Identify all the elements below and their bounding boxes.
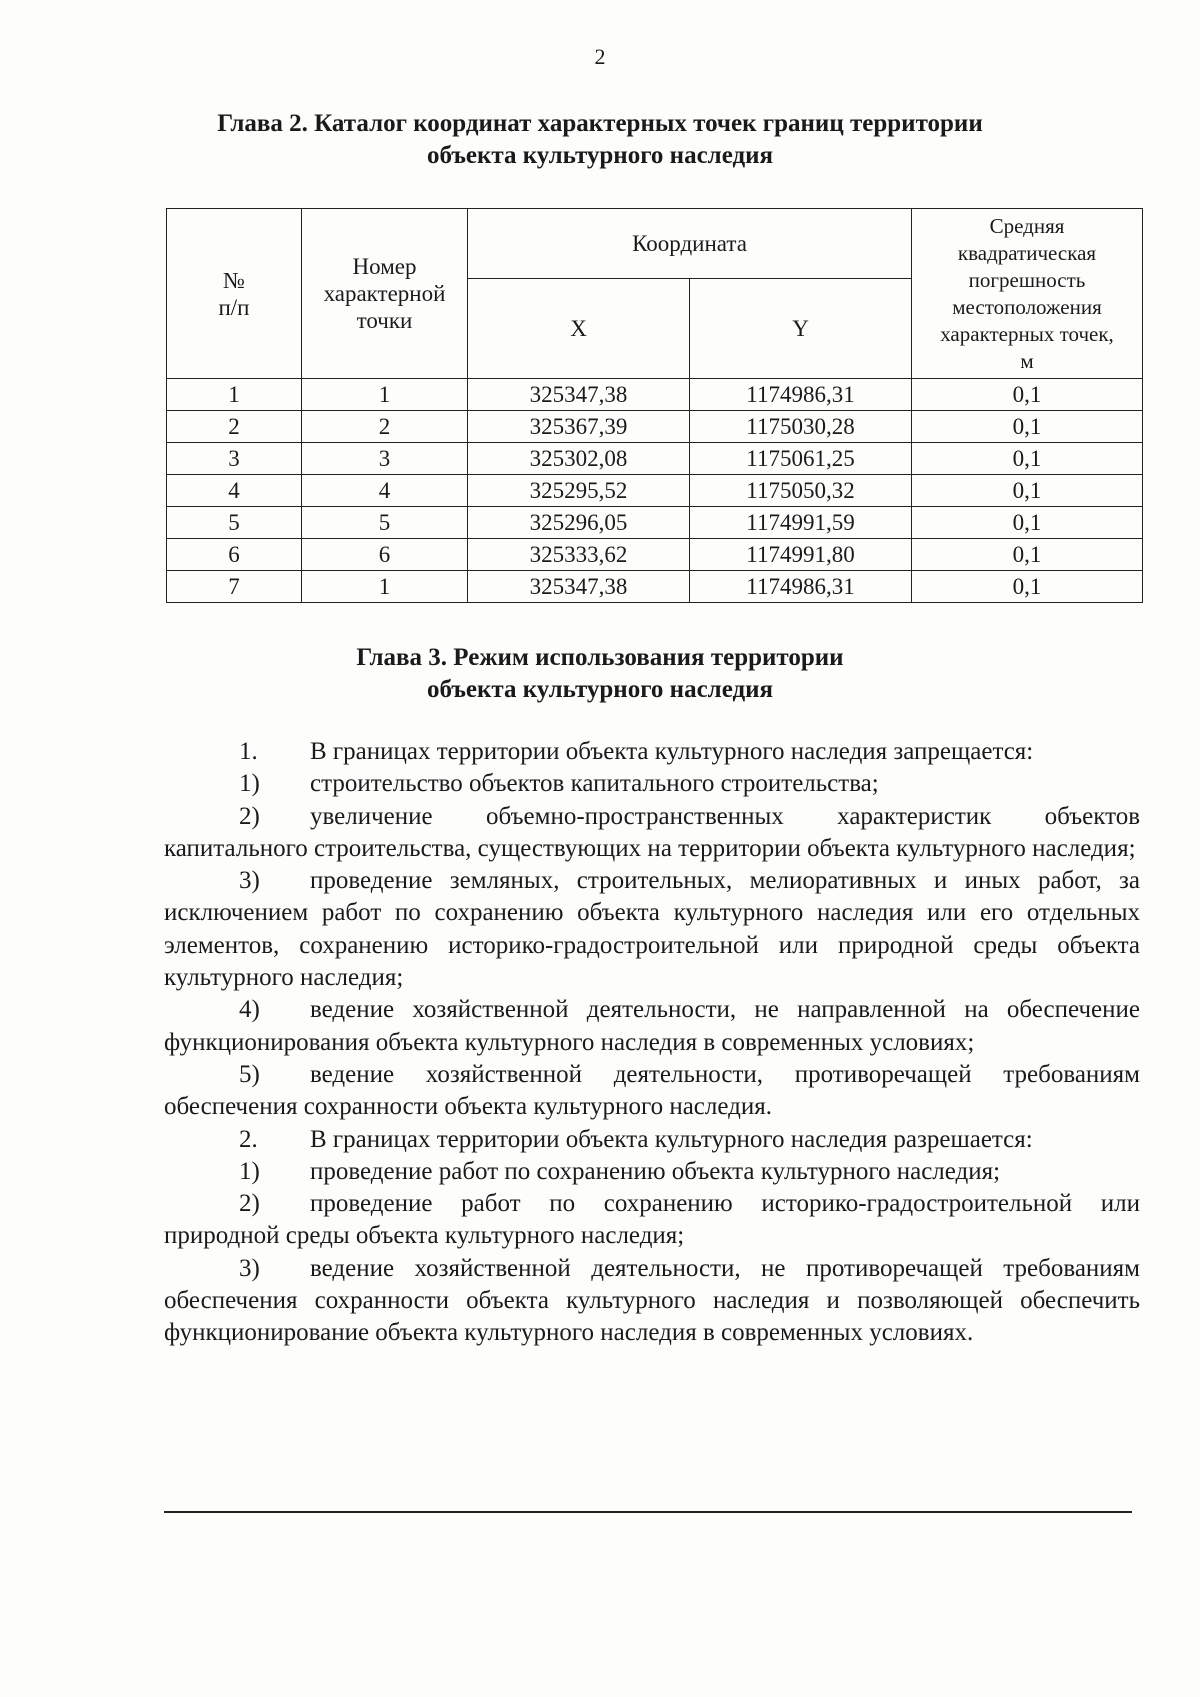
paragraph [164, 994, 1140, 1059]
cell-point-number: 1 [302, 379, 468, 411]
paragraph-text: проведение работ по сохранению историко-градостроительной или природной среды объекта культурного наследия; [164, 1190, 1140, 1250]
cell-row-number: 5 [167, 507, 302, 539]
cell-error: 0,1 [912, 507, 1143, 539]
paragraph-text: ведение хозяйственной деятельности, противоречащей требованиям обеспечения сохранности объекта культурного наследия. [164, 1060, 1140, 1121]
cell-row-number: 1 [167, 379, 302, 411]
cell-row-number: 3 [167, 443, 302, 475]
header-error-line-5: характерных точек, [940, 321, 1114, 346]
header-point-number-line-3: точки [356, 308, 413, 333]
cell-point-number: 6 [302, 539, 468, 571]
header-error-line-4: местоположения [952, 294, 1102, 319]
cell-y: 1174991,59 [690, 507, 912, 539]
paragraph-text: проведение работ по сохранению объекта культурного наследия; [310, 1157, 1001, 1185]
paragraph-text: проведение земляных, строительных, мелиоративных и иных работ, за исключением работ по сохранению объекта культурного наследия или его отдельных элементов, сохранению историко-градостроительной или природной среды объекта культурного наследия; [164, 867, 1140, 992]
paragraph [164, 1156, 1140, 1188]
paragraph-number: 4) [239, 996, 260, 1024]
header-y: Y [690, 279, 912, 379]
cell-x: 325367,39 [468, 411, 690, 443]
header-row-number-line-1: № [223, 267, 245, 293]
paragraph-number: 1) [239, 1157, 260, 1185]
cell-row-number: 7 [167, 571, 302, 603]
header-error-line-1: Средняя [989, 213, 1065, 238]
table-row [167, 411, 1143, 443]
cell-error: 0,1 [912, 539, 1143, 571]
paragraph-number: 1) [239, 770, 260, 798]
paragraph-number: 5) [239, 1060, 260, 1088]
header-mean-square-error [912, 209, 1143, 379]
paragraph-text: ведение хозяйственной деятельности, не противоречащей требованиям обеспечения сохранности объекта культурного наследия и позволяющей обеспечить функционирование объекта культурного наследия в современных условиях. [164, 1254, 1140, 1347]
cell-error: 0,1 [912, 379, 1143, 411]
paragraph-text: В границах территории объекта культурного наследия запрещается: [310, 738, 1034, 765]
paragraph-number: 3) [239, 867, 260, 895]
header-error-line-3: погрешность [968, 267, 1086, 292]
chapter-3-title-line-1: Глава 3. Режим использования территории [356, 644, 844, 671]
table-row [167, 379, 1143, 411]
header-error-line-2: квадратическая [957, 240, 1097, 265]
paragraph-number: 2) [239, 1190, 260, 1218]
cell-error: 0,1 [912, 475, 1143, 507]
cell-x: 325302,08 [468, 443, 690, 475]
header-point-number-line-1: Номер [352, 254, 417, 279]
cell-y: 1175030,28 [690, 411, 912, 443]
cell-y: 1174986,31 [690, 379, 912, 411]
cell-y: 1175061,25 [690, 443, 912, 475]
paragraph [164, 801, 1140, 866]
paragraph-text: увеличение объемно-пространственных характеристик объектов капитального строительства, существующих на территории объекта культурного наследия; [164, 802, 1140, 862]
paragraph-text: строительство объектов капитального строительства; [310, 770, 879, 798]
cell-x: 325295,52 [468, 475, 690, 507]
chapter-2-title [0, 108, 1200, 172]
cell-x: 325333,62 [468, 539, 690, 571]
chapter-2-title-line-1: Глава 2. Каталог координат характерных точек границ территории [217, 110, 983, 137]
cell-point-number: 2 [302, 411, 468, 443]
cell-x: 325347,38 [468, 571, 690, 603]
cell-row-number: 2 [167, 411, 302, 443]
chapter-3-title [0, 642, 1200, 706]
cell-error: 0,1 [912, 443, 1143, 475]
table-row [167, 539, 1143, 571]
paragraph [164, 865, 1140, 994]
paragraph [164, 1124, 1140, 1156]
paragraph-number: 1. [239, 738, 258, 765]
closing-horizontal-rule [164, 1511, 1132, 1513]
paragraph-number: 3) [239, 1254, 260, 1282]
chapter-3-title-line-2: объекта культурного наследия [426, 676, 774, 703]
cell-point-number: 3 [302, 443, 468, 475]
header-coordinate: Координата [468, 209, 912, 279]
cell-point-number: 4 [302, 475, 468, 507]
table-row [167, 475, 1143, 507]
cell-error: 0,1 [912, 411, 1143, 443]
header-row-number-line-2: п/п [218, 294, 250, 320]
table-row [167, 571, 1143, 603]
page-number: 2 [594, 44, 606, 69]
cell-y: 1174986,31 [690, 571, 912, 603]
cell-x: 325347,38 [468, 379, 690, 411]
header-point-number-line-2: характерной [323, 281, 446, 306]
paragraph-text: В границах территории объекта культурного наследия разрешается: [310, 1125, 1033, 1153]
paragraph [164, 1059, 1140, 1124]
chapter-2-title-line-2: объекта культурного наследия [426, 142, 774, 169]
header-error-line-6: м [1020, 348, 1034, 373]
cell-y: 1175050,32 [690, 475, 912, 507]
paragraph [164, 768, 1140, 800]
cell-row-number: 4 [167, 475, 302, 507]
table-row [167, 507, 1143, 539]
coordinates-table [166, 208, 1143, 603]
header-x: X [468, 279, 690, 379]
paragraph-number: 2) [239, 802, 260, 830]
cell-row-number: 6 [167, 539, 302, 571]
paragraph-text: ведение хозяйственной деятельности, не направленной на обеспечение функционирования объекта культурного наследия в современных условиях; [164, 996, 1140, 1056]
header-point-number [302, 209, 468, 379]
cell-x: 325296,05 [468, 507, 690, 539]
table-row [167, 443, 1143, 475]
header-row-number [167, 209, 302, 379]
cell-error: 0,1 [912, 571, 1143, 603]
paragraph-number: 2. [239, 1125, 258, 1153]
cell-point-number: 5 [302, 507, 468, 539]
paragraph [164, 736, 1140, 768]
paragraph [164, 1188, 1140, 1253]
cell-y: 1174991,80 [690, 539, 912, 571]
chapter-3-body [164, 736, 1140, 1350]
paragraph [164, 1253, 1140, 1350]
cell-point-number: 1 [302, 571, 468, 603]
